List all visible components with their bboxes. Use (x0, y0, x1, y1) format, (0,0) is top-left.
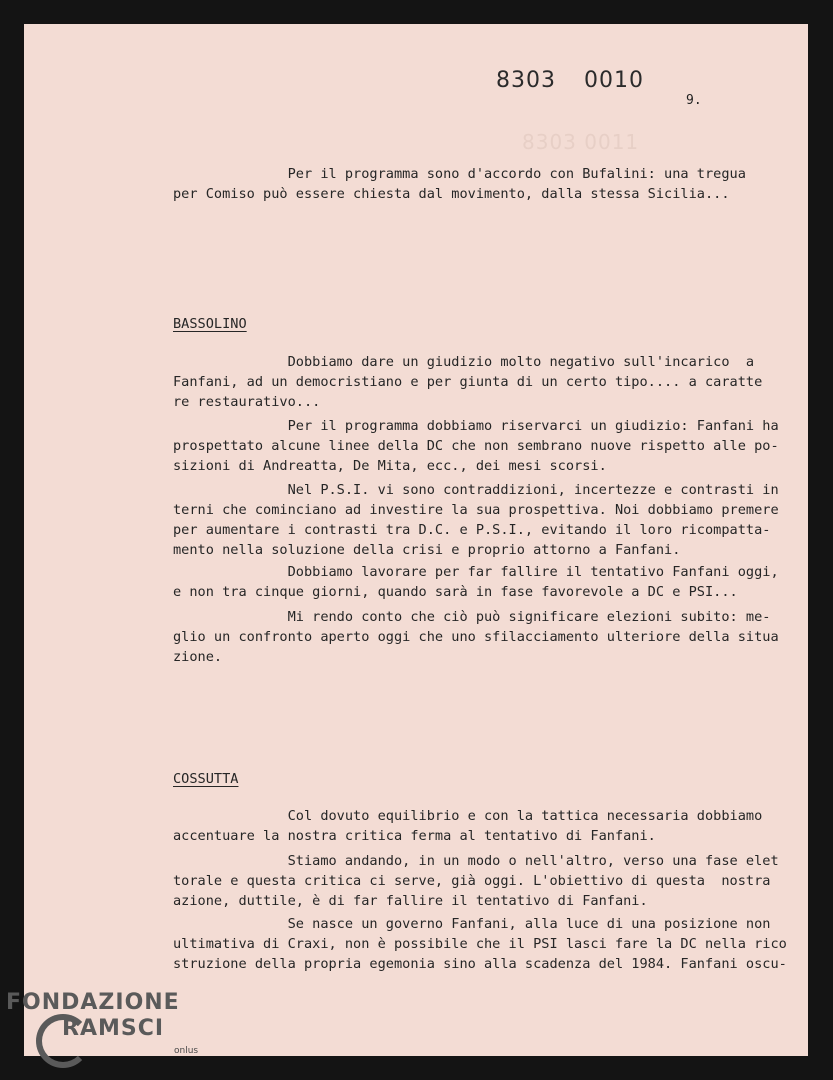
archive-number-a: 8303 (496, 68, 556, 93)
bassolino-paragraph-2: Per il programma dobbiamo riservarci un giudizio: Fanfani ha prospettato alcune linee della DC che non sembrano nuove rispetto alle po- sizioni di Andreatta, De Mita, ecc., dei mesi scorsi. (173, 418, 779, 474)
fondazione-gramsci-logo (6, 990, 199, 1056)
bassolino-paragraph-1: Dobbiamo dare un giudizio molto negativo sull'incarico a Fanfani, ad un democristiano e per giunta di un certo tipo.... a caratte re restaurativo... (173, 354, 763, 410)
intro-paragraph: Per il programma sono d'accordo con Bufalini: una tregua per Comiso può essere chiesta dal movimento, dalla stessa Sicilia... (173, 166, 746, 202)
page-number: 9. (686, 93, 702, 108)
archive-number (496, 68, 672, 93)
cossutta-paragraph-1: Col dovuto equilibrio e con la tattica necessaria dobbiamo accentuare la nostra critica ferma al tentativo di Fanfani. (173, 808, 763, 844)
heading-bassolino: BASSOLINO (173, 316, 247, 332)
bassolino-paragraph-4: Dobbiamo lavorare per far fallire il tentativo Fanfani oggi, e non tra cinque giorni, quando sarà in fase favorevole a DC e PSI... (173, 564, 779, 600)
bassolino-paragraph-5: Mi rendo conto che ciò può significare elezioni subito: me- glio un confronto aperto oggi che uno sfilacciamento ulteriore della situa zione. (173, 609, 779, 665)
logo-line-1: FONDAZIONE (6, 990, 180, 1015)
heading-cossutta: COSSUTTA (173, 771, 239, 787)
cossutta-paragraph-3: Se nasce un governo Fanfani, alla luce di una posizione non ultimativa di Craxi, non è possibile che il PSI lasci fare la DC nella rico struzione della propria egemonia sino alla scadenza del 1984. Fanfani oscu- (173, 916, 787, 972)
cossutta-paragraph-2: Stiamo andando, in un modo o nell'altro, verso una fase elet torale e questa critica ci serve, già oggi. L'obiettivo di questa nostra azione, duttile, è di far fallire il tentativo di Fanfani. (173, 853, 779, 909)
logo-line-3: onlus (174, 1046, 199, 1056)
archive-number-b: 0010 (584, 68, 644, 93)
bassolino-paragraph-3: Nel P.S.I. vi sono contraddizioni, incertezze e contrasti in terni che cominciano ad investire la sua prospettiva. Noi dobbiamo premere per aumentare i contrasti tra D.C. e P.S.I., evitando il loro ricompatta- mento nella soluzione della crisi e proprio attorno a Fanfani. (173, 482, 779, 558)
bleed-through-number: 8303 0011 (522, 130, 640, 154)
logo-line-2: RAMSCI (62, 1016, 165, 1041)
